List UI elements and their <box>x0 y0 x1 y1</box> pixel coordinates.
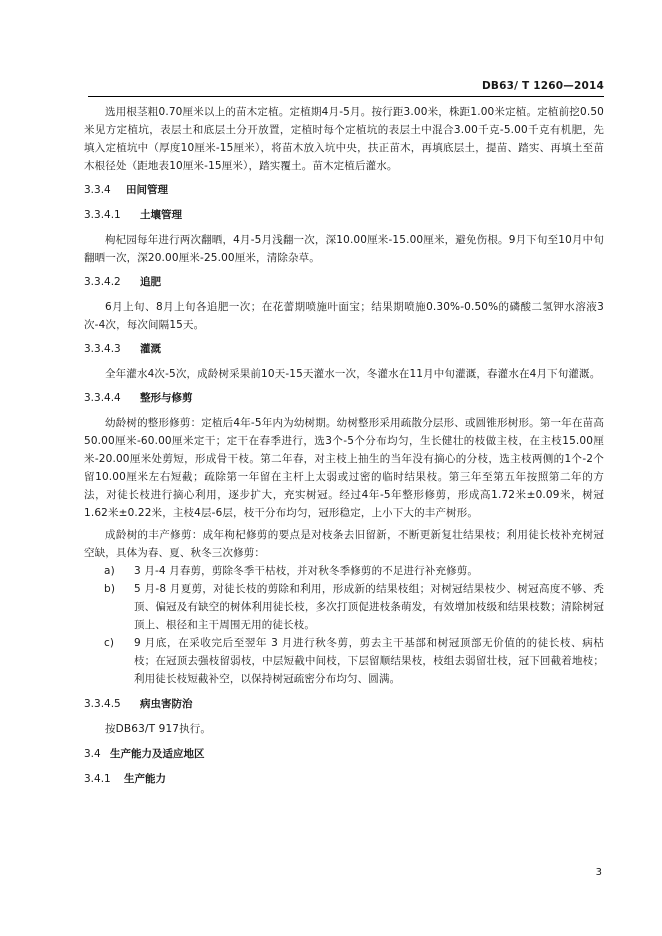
heading-title: 追肥 <box>140 276 161 288</box>
header-rule <box>88 96 604 97</box>
heading-number: 3.3.4.5 <box>84 698 121 710</box>
heading-title: 灌溉 <box>140 343 161 355</box>
heading-number: 3.3.4.2 <box>84 276 121 288</box>
heading-number: 3.3.4.3 <box>84 343 121 355</box>
list-item <box>84 580 604 634</box>
heading-3-3-4-3 <box>84 340 604 358</box>
list-text: 3 月-4 月春剪，剪除冬季干枯枝，并对秋冬季修剪的不足进行补充修剪。 <box>134 565 479 577</box>
heading-title: 生产能力 <box>124 773 166 785</box>
heading-3-3-4-5 <box>84 695 604 713</box>
heading-number: 3.3.4 <box>84 184 111 196</box>
heading-number: 3.4 <box>84 748 101 760</box>
list-marker: b) <box>104 583 116 595</box>
page-number: 3 <box>595 867 602 878</box>
paragraph-pest-control: 按DB63/T 917执行。 <box>105 723 212 735</box>
paragraph-irrigation: 全年灌水4次-5次，成龄树采果前10天-15天灌水一次，冬灌水在11月中旬灌溉，春灌水在4月下旬灌溉。 <box>105 368 601 380</box>
heading-3-4 <box>84 745 604 763</box>
heading-title: 田间管理 <box>126 184 168 196</box>
heading-title: 生产能力及适应地区 <box>110 748 205 760</box>
list-text: 9 月底，在采收完后至翌年 3 月进行秋冬剪，剪去主干基部和树冠顶部无价值的的徒长枝、病枯枝；在冠顶去强枝留弱枝，中层短截中间枝，下层留顺结果枝，枝组去弱留壮枝，冠下回截着地枝；利用徒长枝短截补空，以保持树冠疏密分布均匀、圆满。 <box>134 637 604 685</box>
heading-3-4-1 <box>84 770 604 788</box>
list-marker: c) <box>104 637 115 649</box>
heading-number: 3.3.4.1 <box>84 209 121 221</box>
heading-title: 病虫害防治 <box>140 698 193 710</box>
paragraph-planting: 选用根茎粗0.70厘米以上的苗木定植。定植期4月-5月。按行距3.00米，株距1.00米定植。定植前挖0.50米见方定植坑，表层土和底层土分开放置，定植时每个定植坑的表层土中混合3.00千克-5.00千克有机肥，先填入定植坑中（厚度10厘米-15厘米），将苗木放入坑中央，扶正苗木，再填底层土，提苗、踏实、再填土至苗木根径处（距地表10厘米-15厘米），踏实覆土。苗木定植后灌水。 <box>84 106 604 172</box>
list-item <box>84 634 604 688</box>
paragraph-fertilizer: 6月上旬、8月上旬各追肥一次；在花蕾期喷施叶面宝；结果期喷施0.30%-0.50%的磷酸二氢钾水溶液3次-4次，每次间隔15天。 <box>84 301 604 331</box>
heading-3-3-4-4 <box>84 389 604 407</box>
heading-title: 整形与修剪 <box>140 392 193 404</box>
heading-3-3-4-2 <box>84 273 604 291</box>
paragraph-young-tree-pruning: 幼龄树的整形修剪：定植后4年-5年内为幼树期。幼树整形采用疏散分层形、或圆锥形树形。第一年在苗高50.00厘米-60.00厘米定干；定干在春季进行，选3个-5个分布均匀，生长健壮的枝做主枝，在主枝15.00厘米-20.00厘米处剪短，形成骨干枝。第二年春，对主枝上抽生的当年没有摘心的分枝，选主枝两侧的1个-2个留10.00厘米左右短截；疏除第一年留在主杆上太弱或过密的临时结果枝。第三年至第五年按照第二年的方法，对徒长枝进行摘心利用，逐步扩大，充实树冠。经过4年-5年整形修剪，形成高1.72米±0.09米，树冠1.62米±0.22米，主枝4层-6层，枝干分布均匀，冠形稳定，上小下大的丰产树形。 <box>84 417 604 519</box>
page-body <box>84 103 604 788</box>
heading-title: 土壤管理 <box>140 209 182 221</box>
paragraph-mature-tree-pruning: 成龄树的丰产修剪：成年枸杞修剪的要点是对枝条去旧留新，不断更新复壮结果枝；利用徒长枝补充树冠空缺，具体为春、夏、秋冬三次修剪： <box>84 529 604 559</box>
list-item <box>84 562 604 580</box>
heading-3-3-4 <box>84 181 604 199</box>
heading-3-3-4-1 <box>84 206 604 224</box>
heading-number: 3.3.4.4 <box>84 392 121 404</box>
list-marker: a) <box>104 565 115 577</box>
heading-number: 3.4.1 <box>84 773 111 785</box>
paragraph-soil: 枸杞园每年进行两次翻晒，4月-5月浅翻一次，深10.00厘米-15.00厘米，避免伤根。9月下旬至10月中旬翻晒一次，深20.00厘米-25.00厘米，清除杂草。 <box>84 234 604 264</box>
list-text: 5 月-8 月夏剪，对徒长枝的剪除和利用，形成新的结果枝组；对树冠结果枝少、树冠高度不够、秃顶、偏冠及有缺空的树体利用徒长枝，多次打顶促进枝条萌发，有效增加枝级和结果枝数；清除树冠顶上、根径和主干周围无用的徒长枝。 <box>134 583 604 631</box>
document-code: DB63/ T 1260—2014 <box>482 80 604 92</box>
